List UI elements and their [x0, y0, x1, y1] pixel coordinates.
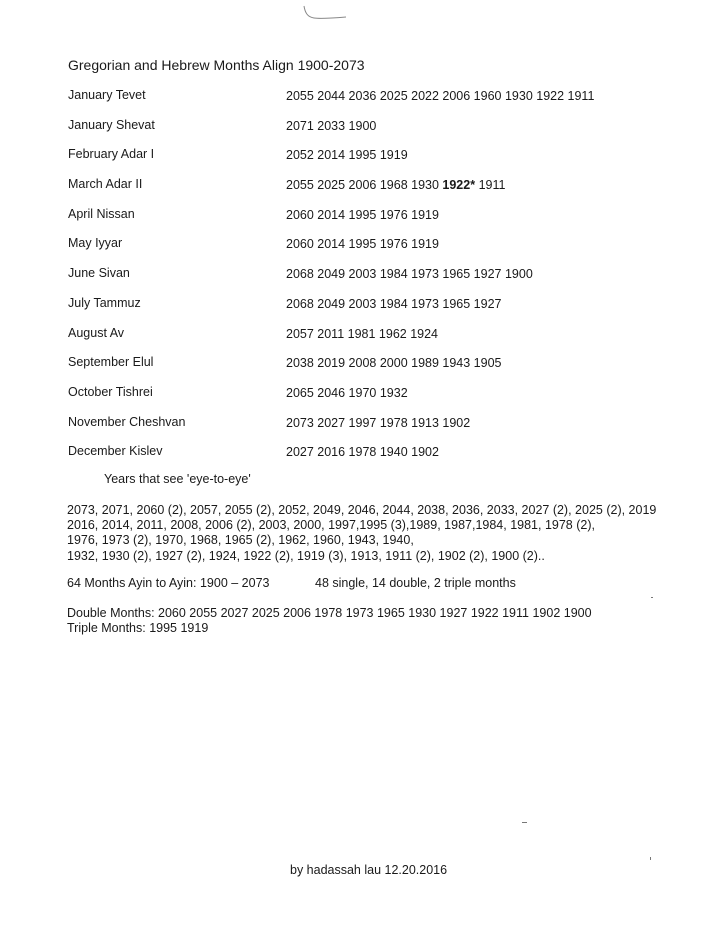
month-years: 2071 2033 1900: [286, 118, 377, 133]
years-list-line: 1932, 1930 (2), 1927 (2), 1924, 1922 (2), 1919 (3), 1913, 1911 (2), 1902 (2), 1900 (2)..: [67, 548, 545, 563]
month-name: October Tishrei: [68, 384, 153, 399]
month-years: [286, 178, 505, 192]
summary-range: 64 Months Ayin to Ayin: 1900 – 2073: [67, 576, 270, 590]
month-years: 2060 2014 1995 1976 1919: [286, 237, 439, 252]
month-row: [68, 266, 668, 296]
month-row: [68, 207, 668, 237]
month-name: February Adar I: [68, 147, 155, 162]
month-years: 2060 2014 1995 1976 1919: [286, 207, 439, 222]
years-list-line: 2073, 2071, 2060 (2), 2057, 2055 (2), 2052, 2049, 2046, 2044, 2038, 2036, 2033, 2027 (2), 2025 (2), 2019: [67, 503, 657, 517]
month-row: [68, 88, 668, 118]
eye-to-eye-heading: Years that see 'eye-to-eye': [104, 472, 251, 486]
month-years: 2073 2027 1997 1978 1913 1902: [286, 415, 471, 430]
month-name: July Tammuz: [68, 295, 141, 310]
month-name: June Sivan: [68, 266, 130, 281]
years-list-line: 1976, 1973 (2), 1970, 1968, 1965 (2), 1962, 1960, 1943, 1940,: [67, 533, 414, 548]
month-years-highlight: 1922*: [442, 178, 476, 193]
scan-mark-icon: [300, 4, 350, 22]
month-alignment-table: [68, 88, 668, 474]
month-name: March Adar II: [68, 177, 143, 192]
author-byline: by hadassah lau 12.20.2016: [290, 863, 448, 877]
years-list-line: 2016, 2014, 2011, 2008, 2006 (2), 2003, 2000, 1997,1995 (3),1989, 1987,1984, 1981, 1978 (2),: [67, 518, 595, 533]
month-years: 2065 2046 1970 1932: [286, 385, 408, 400]
month-row: [68, 236, 668, 266]
month-name: May Iyyar: [68, 236, 123, 251]
month-row: [68, 385, 668, 415]
scan-speck: [650, 857, 651, 860]
month-name: November Cheshvan: [68, 414, 186, 429]
month-years: 2027 2016 1978 1940 1902: [286, 445, 439, 460]
month-years: 2052 2014 1995 1919: [286, 148, 408, 163]
month-row: [68, 296, 668, 326]
month-years: 2057 2011 1981 1962 1924: [286, 326, 439, 341]
triple-months-line: Triple Months: 1995 1919: [67, 621, 209, 636]
month-years-after: 1911: [475, 178, 506, 193]
month-row: [68, 355, 668, 385]
month-years: 2068 2049 2003 1984 1973 1965 1927 1900: [286, 267, 533, 282]
month-name: January Shevat: [68, 117, 155, 132]
double-months-line: Double Months: 2060 2055 2027 2025 2006 1978 1973 1965 1930 1927 1922 1911 1902 1900: [67, 606, 592, 620]
month-years: 2068 2049 2003 1984 1973 1965 1927: [286, 296, 502, 311]
summary-line: [67, 576, 667, 590]
month-row: [68, 415, 668, 445]
scan-speck: [651, 597, 653, 598]
eye-to-eye-years-list: [67, 503, 656, 564]
month-name: September Elul: [68, 355, 154, 370]
month-name: December Kislev: [68, 444, 163, 459]
month-years: 2038 2019 2008 2000 1989 1943 1905: [286, 356, 502, 371]
month-row: [68, 326, 668, 356]
month-name: August Av: [68, 325, 125, 340]
month-years-before: 2055 2025 2006 1968 1930: [286, 178, 443, 193]
month-row: [68, 444, 668, 474]
month-row: [68, 147, 668, 177]
document-title: Gregorian and Hebrew Months Align 1900-2073: [68, 57, 365, 73]
month-row: [68, 118, 668, 148]
month-years: 2055 2044 2036 2025 2022 2006 1960 1930 1922 1911: [286, 89, 595, 103]
month-name: April Nissan: [68, 206, 135, 221]
month-name: January Tevet: [68, 88, 146, 102]
multi-month-block: [67, 606, 592, 636]
month-row: [68, 177, 668, 207]
summary-stats: 48 single, 14 double, 2 triple months: [315, 576, 516, 590]
scan-speck: [522, 822, 527, 823]
